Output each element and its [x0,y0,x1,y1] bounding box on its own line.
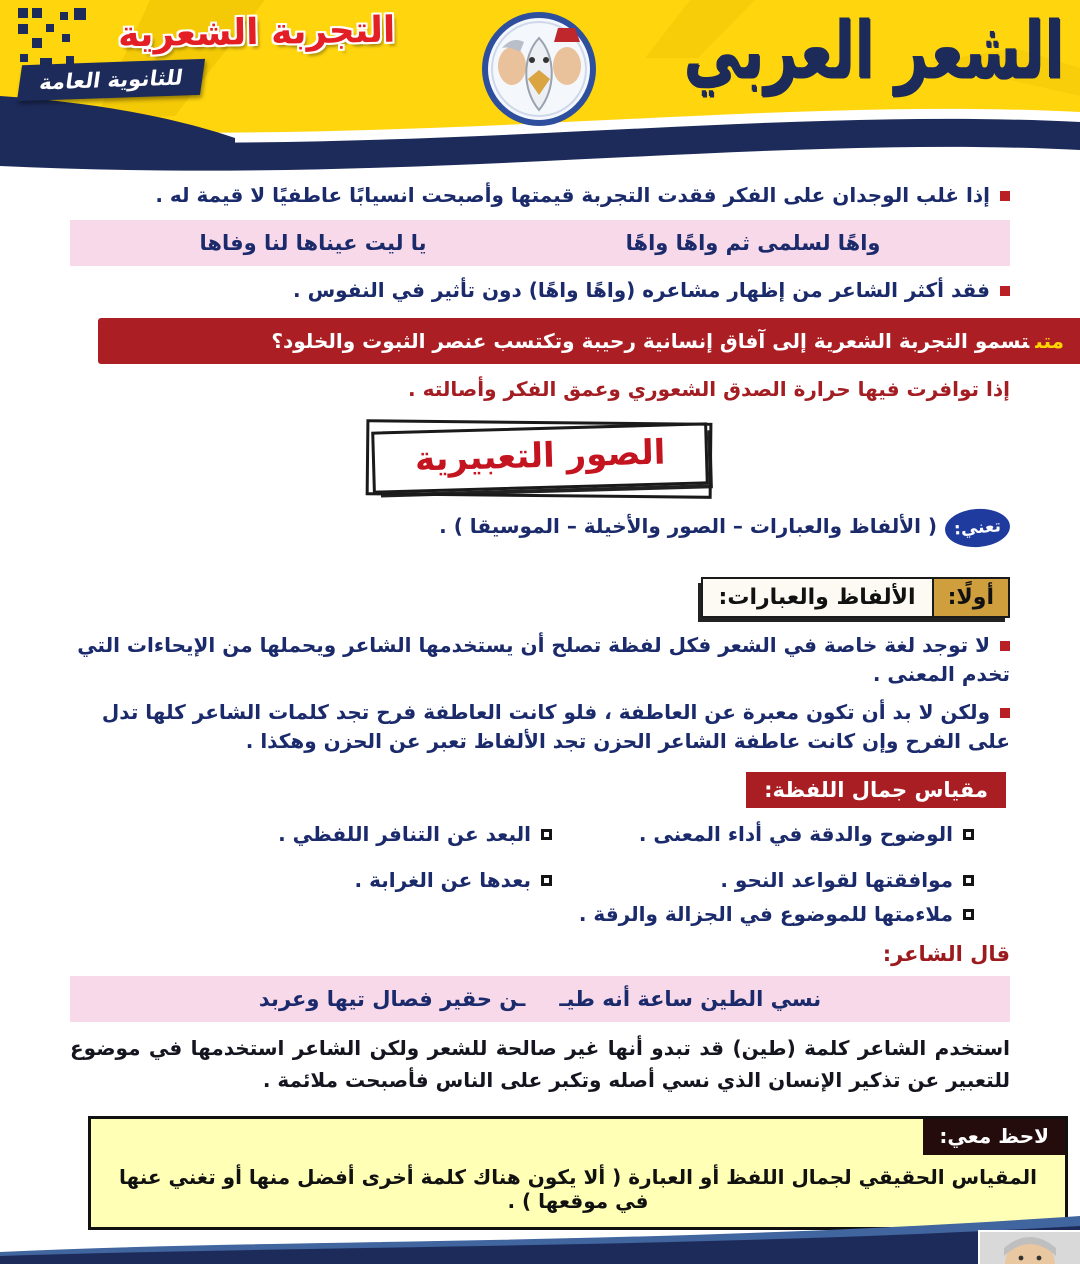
section-title-expressive-images [371,422,709,493]
bullet-inverse-square-icon [963,829,974,840]
verse-hemistich-left: يا ليت عيناها لنا وفاها [199,231,427,255]
page-subtitle [17,59,206,101]
criteria-list [70,822,1010,892]
criteria-text: الوضوح والدقة في أداء المعنى . [638,822,953,846]
bullet-inverse-square-icon [963,909,974,920]
verse-hemistich-right: واهًا لسلمى ثم واهًا واهًا [625,231,881,255]
lesson-content [0,168,1080,1230]
criteria-text: ملاءمتها للموضوع في الجزالة والرقة . [578,902,953,926]
page-title: التجربة الشعرية [117,9,396,56]
note-text: المقياس الحقيقي لجمال اللفظ أو العبارة ( ألا يكون هناك كلمة أخرى أفضل منها أو تغني عنها في موقعها ) . [119,1165,1037,1213]
criteria-text: موافقتها لقواعد النحو . [720,868,953,892]
paragraph-text: إذا غلب الوجدان على الفكر فقدت التجربة قيمتها وأصبحت انسيابًا عاطفيًا لا قيمة له . [155,183,990,207]
paragraph-emotion-over-thought [70,181,1010,210]
bullet-square-icon [1000,286,1010,296]
question-text: تسمو التجربة الشعرية إلى آفاق إنسانية رحيبة وتكتسب عنصر الثبوت والخلود؟ [271,329,1030,353]
section-title-wrap [70,427,1010,489]
paragraph-no-special-language [70,631,1010,689]
paragraph-text: لا توجد لغة خاصة في الشعر فكل لفظة تصلح أن يستخدمها الشاعر ويحملها من الإيحاءات التي تخدم المعنى . [77,633,1010,686]
explain-paragraph: استخدم الشاعر كلمة (طين) قد تبدو أنها غير صالحة للشعر ولكن الشاعر استخدمها في موضوع للتعبير عن تذكير الإنسان الذي نسي أصله وتكبر على الناس فأصبحت ملائمة . [70,1036,1010,1092]
paragraph-text: فقد أكثر الشاعر من إظهار مشاعره (واهًا واهًا) دون تأثير في النفوس . [293,278,990,302]
first-badge: أولًا: [932,579,1008,616]
bullet-square-icon [1000,641,1010,651]
paragraph-express-emotion [70,698,1010,756]
section-header-words-phrases [701,577,1010,618]
note-label: لاحظ معي: [923,1119,1065,1155]
paragraph-text: ولكن لا بد أن تكون معبرة عن العاطفة ، فلو كانت العاطفة فرح تجد كلمات الشاعر كلها تدل على الفرح وإن كانت عاطفة الشاعر الحزن تجد الألفاظ تعبر عن الحزن وهكذا . [101,700,1010,753]
criteria-item [552,868,974,892]
bullet-inverse-square-icon [541,829,552,840]
footer-wave [0,1212,1080,1264]
bullet-inverse-square-icon [963,875,974,886]
criteria-item [130,868,552,892]
presenter-photo [978,1230,1080,1264]
page-subtitle-label: للثانوية العامة [37,65,185,95]
verse-hemistich-right: نسي الطين ساعة أنه طيـ [559,987,822,1011]
question-keyword: متى [1035,329,1064,353]
paragraph-poet-feelings [70,276,1010,305]
verse-box-waha [70,220,1010,266]
bullet-square-icon [1000,191,1010,201]
bullet-inverse-square-icon [541,875,552,886]
criteria-title: مقياس جمال اللفظة: [746,772,1006,808]
brand-calligraphy: الشعر العربي [683,4,1064,96]
criteria-item [552,822,974,846]
criteria-text: البعد عن التنافر اللفظي . [278,822,531,846]
means-line [70,509,1010,547]
means-label: تعني: [944,507,1011,549]
means-text: ( الألفاظ والعبارات – الصور والأخيلة – الموسيقا ) . [439,514,938,538]
criteria-item [130,822,552,846]
verse-box-clay [70,976,1010,1022]
bullet-square-icon [1000,708,1010,718]
first-title: الألفاظ والعبارات: [718,585,916,610]
criteria-text: بعدها عن الغرابة . [354,868,531,892]
page-header [0,0,1080,176]
answer-text: إذا توافرت فيها حرارة الصدق الشعوري وعمق الفكر وأصالته . [408,377,1010,401]
poet-said-label: قال الشاعر: [882,942,1010,966]
question-banner [98,318,1080,364]
verse-hemistich-left: ـن حقير فصال تيها وعربد [258,987,526,1011]
section-title-text: الصور التعبيرية [414,432,666,480]
poets-logo-icon [482,12,596,126]
criteria-item [70,902,1010,926]
